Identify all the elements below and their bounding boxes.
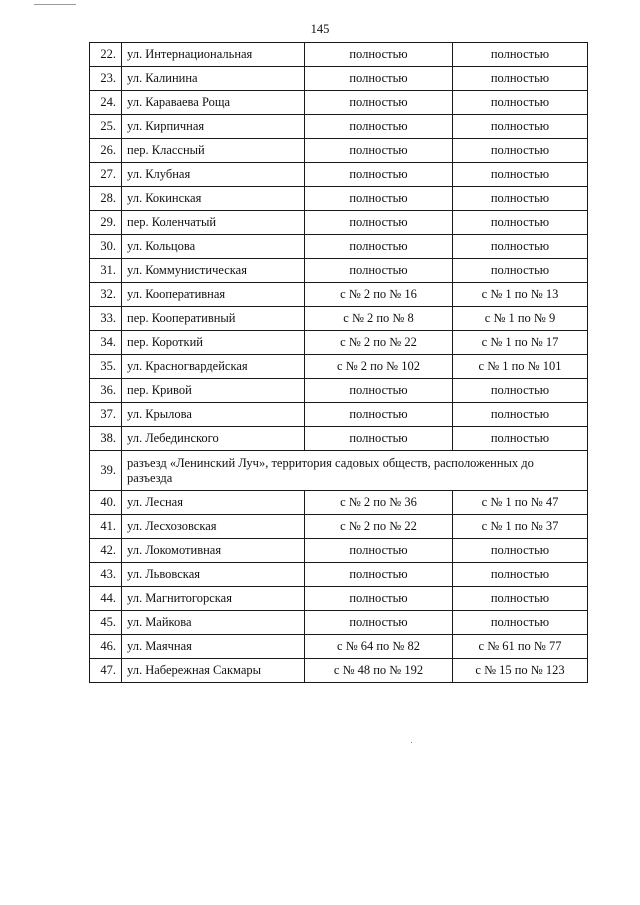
- row-number: 39.: [90, 451, 122, 491]
- odd-houses: с № 61 по № 77: [453, 635, 588, 659]
- even-houses: полностью: [305, 259, 453, 283]
- row-number: 40.: [90, 491, 122, 515]
- row-number: 35.: [90, 355, 122, 379]
- odd-houses: полностью: [453, 211, 588, 235]
- odd-houses: полностью: [453, 67, 588, 91]
- street-name: ул. Магнитогорская: [122, 587, 305, 611]
- odd-houses: полностью: [453, 403, 588, 427]
- row-number: 43.: [90, 563, 122, 587]
- even-houses: полностью: [305, 379, 453, 403]
- odd-houses: полностью: [453, 187, 588, 211]
- even-houses: полностью: [305, 187, 453, 211]
- row-number: 22.: [90, 43, 122, 67]
- odd-houses: полностью: [453, 611, 588, 635]
- table-row: [90, 659, 588, 683]
- table-row: [90, 403, 588, 427]
- even-houses: полностью: [305, 611, 453, 635]
- street-name: ул. Лебединского: [122, 427, 305, 451]
- street-name: ул. Коммунистическая: [122, 259, 305, 283]
- row-number: 27.: [90, 163, 122, 187]
- table-row: [90, 331, 588, 355]
- even-houses: полностью: [305, 587, 453, 611]
- table-row: [90, 587, 588, 611]
- street-name: ул. Кирпичная: [122, 115, 305, 139]
- street-name: пер. Коленчатый: [122, 211, 305, 235]
- street-name: пер. Классный: [122, 139, 305, 163]
- street-name: ул. Караваева Роща: [122, 91, 305, 115]
- even-houses: полностью: [305, 211, 453, 235]
- street-name: пер. Кооперативный: [122, 307, 305, 331]
- even-houses: с № 2 по № 22: [305, 515, 453, 539]
- odd-houses: с № 1 по № 9: [453, 307, 588, 331]
- table-row: [90, 355, 588, 379]
- odd-houses: полностью: [453, 427, 588, 451]
- even-houses: с № 2 по № 102: [305, 355, 453, 379]
- row-number: 29.: [90, 211, 122, 235]
- row-number: 33.: [90, 307, 122, 331]
- table-row: [90, 259, 588, 283]
- street-name: пер. Кривой: [122, 379, 305, 403]
- street-name: ул. Клубная: [122, 163, 305, 187]
- table-row: [90, 491, 588, 515]
- row-number: 32.: [90, 283, 122, 307]
- even-houses: с № 64 по № 82: [305, 635, 453, 659]
- street-name: ул. Калинина: [122, 67, 305, 91]
- table-row: [90, 611, 588, 635]
- odd-houses: полностью: [453, 91, 588, 115]
- odd-houses: полностью: [453, 43, 588, 67]
- even-houses: полностью: [305, 67, 453, 91]
- odd-houses: полностью: [453, 163, 588, 187]
- odd-houses: полностью: [453, 587, 588, 611]
- address-table-body: [90, 43, 588, 683]
- table-row: [90, 515, 588, 539]
- row-number: 23.: [90, 67, 122, 91]
- row-number: 24.: [90, 91, 122, 115]
- street-name: ул. Интернациональная: [122, 43, 305, 67]
- scan-mark: [34, 4, 76, 5]
- odd-houses: полностью: [453, 235, 588, 259]
- table-row: [90, 235, 588, 259]
- row-number: 47.: [90, 659, 122, 683]
- odd-houses: полностью: [453, 139, 588, 163]
- street-name: ул. Кооперативная: [122, 283, 305, 307]
- odd-houses: с № 15 по № 123: [453, 659, 588, 683]
- row-number: 38.: [90, 427, 122, 451]
- even-houses: полностью: [305, 163, 453, 187]
- table-row: [90, 307, 588, 331]
- row-number: 34.: [90, 331, 122, 355]
- street-name: ул. Лесхозовская: [122, 515, 305, 539]
- row-number: 42.: [90, 539, 122, 563]
- table-row: [90, 451, 588, 491]
- even-houses: с № 2 по № 36: [305, 491, 453, 515]
- table-row: [90, 43, 588, 67]
- street-name: ул. Локомотивная: [122, 539, 305, 563]
- table-row: [90, 635, 588, 659]
- even-houses: полностью: [305, 43, 453, 67]
- stray-dot: [411, 742, 412, 743]
- even-houses: с № 2 по № 16: [305, 283, 453, 307]
- odd-houses: полностью: [453, 259, 588, 283]
- odd-houses: с № 1 по № 47: [453, 491, 588, 515]
- table-row: [90, 163, 588, 187]
- odd-houses: с № 1 по № 37: [453, 515, 588, 539]
- street-name: ул. Майкова: [122, 611, 305, 635]
- odd-houses: с № 1 по № 101: [453, 355, 588, 379]
- street-name: ул. Кокинская: [122, 187, 305, 211]
- row-number: 36.: [90, 379, 122, 403]
- street-name: ул. Кольцова: [122, 235, 305, 259]
- table-row: [90, 139, 588, 163]
- odd-houses: полностью: [453, 539, 588, 563]
- even-houses: с № 2 по № 8: [305, 307, 453, 331]
- odd-houses: полностью: [453, 115, 588, 139]
- even-houses: полностью: [305, 115, 453, 139]
- street-name: ул. Маячная: [122, 635, 305, 659]
- row-number: 25.: [90, 115, 122, 139]
- odd-houses: полностью: [453, 379, 588, 403]
- even-houses: полностью: [305, 139, 453, 163]
- street-name: ул. Набережная Сакмары: [122, 659, 305, 683]
- table-row: [90, 539, 588, 563]
- street-name: ул. Крылова: [122, 403, 305, 427]
- row-number: 31.: [90, 259, 122, 283]
- row-number: 26.: [90, 139, 122, 163]
- address-table: [89, 42, 588, 683]
- row-number: 46.: [90, 635, 122, 659]
- even-houses: с № 48 по № 192: [305, 659, 453, 683]
- odd-houses: с № 1 по № 17: [453, 331, 588, 355]
- row-number: 37.: [90, 403, 122, 427]
- street-name-spanning: разъезд «Ленинский Луч», территория садовых обществ, расположенных до разъезда: [122, 451, 588, 491]
- even-houses: полностью: [305, 235, 453, 259]
- street-name: ул. Львовская: [122, 563, 305, 587]
- even-houses: полностью: [305, 539, 453, 563]
- even-houses: полностью: [305, 427, 453, 451]
- page-number: 145: [310, 22, 330, 36]
- row-number: 44.: [90, 587, 122, 611]
- table-row: [90, 115, 588, 139]
- table-row: [90, 211, 588, 235]
- row-number: 45.: [90, 611, 122, 635]
- table-row: [90, 283, 588, 307]
- row-number: 41.: [90, 515, 122, 539]
- row-number: 30.: [90, 235, 122, 259]
- table-row: [90, 427, 588, 451]
- even-houses: полностью: [305, 403, 453, 427]
- table-row: [90, 379, 588, 403]
- odd-houses: полностью: [453, 563, 588, 587]
- even-houses: полностью: [305, 91, 453, 115]
- even-houses: с № 2 по № 22: [305, 331, 453, 355]
- street-name: ул. Лесная: [122, 491, 305, 515]
- table-row: [90, 563, 588, 587]
- street-name: пер. Короткий: [122, 331, 305, 355]
- table-row: [90, 67, 588, 91]
- row-number: 28.: [90, 187, 122, 211]
- even-houses: полностью: [305, 563, 453, 587]
- odd-houses: с № 1 по № 13: [453, 283, 588, 307]
- table-row: [90, 187, 588, 211]
- street-name: ул. Красногвардейская: [122, 355, 305, 379]
- table-row: [90, 91, 588, 115]
